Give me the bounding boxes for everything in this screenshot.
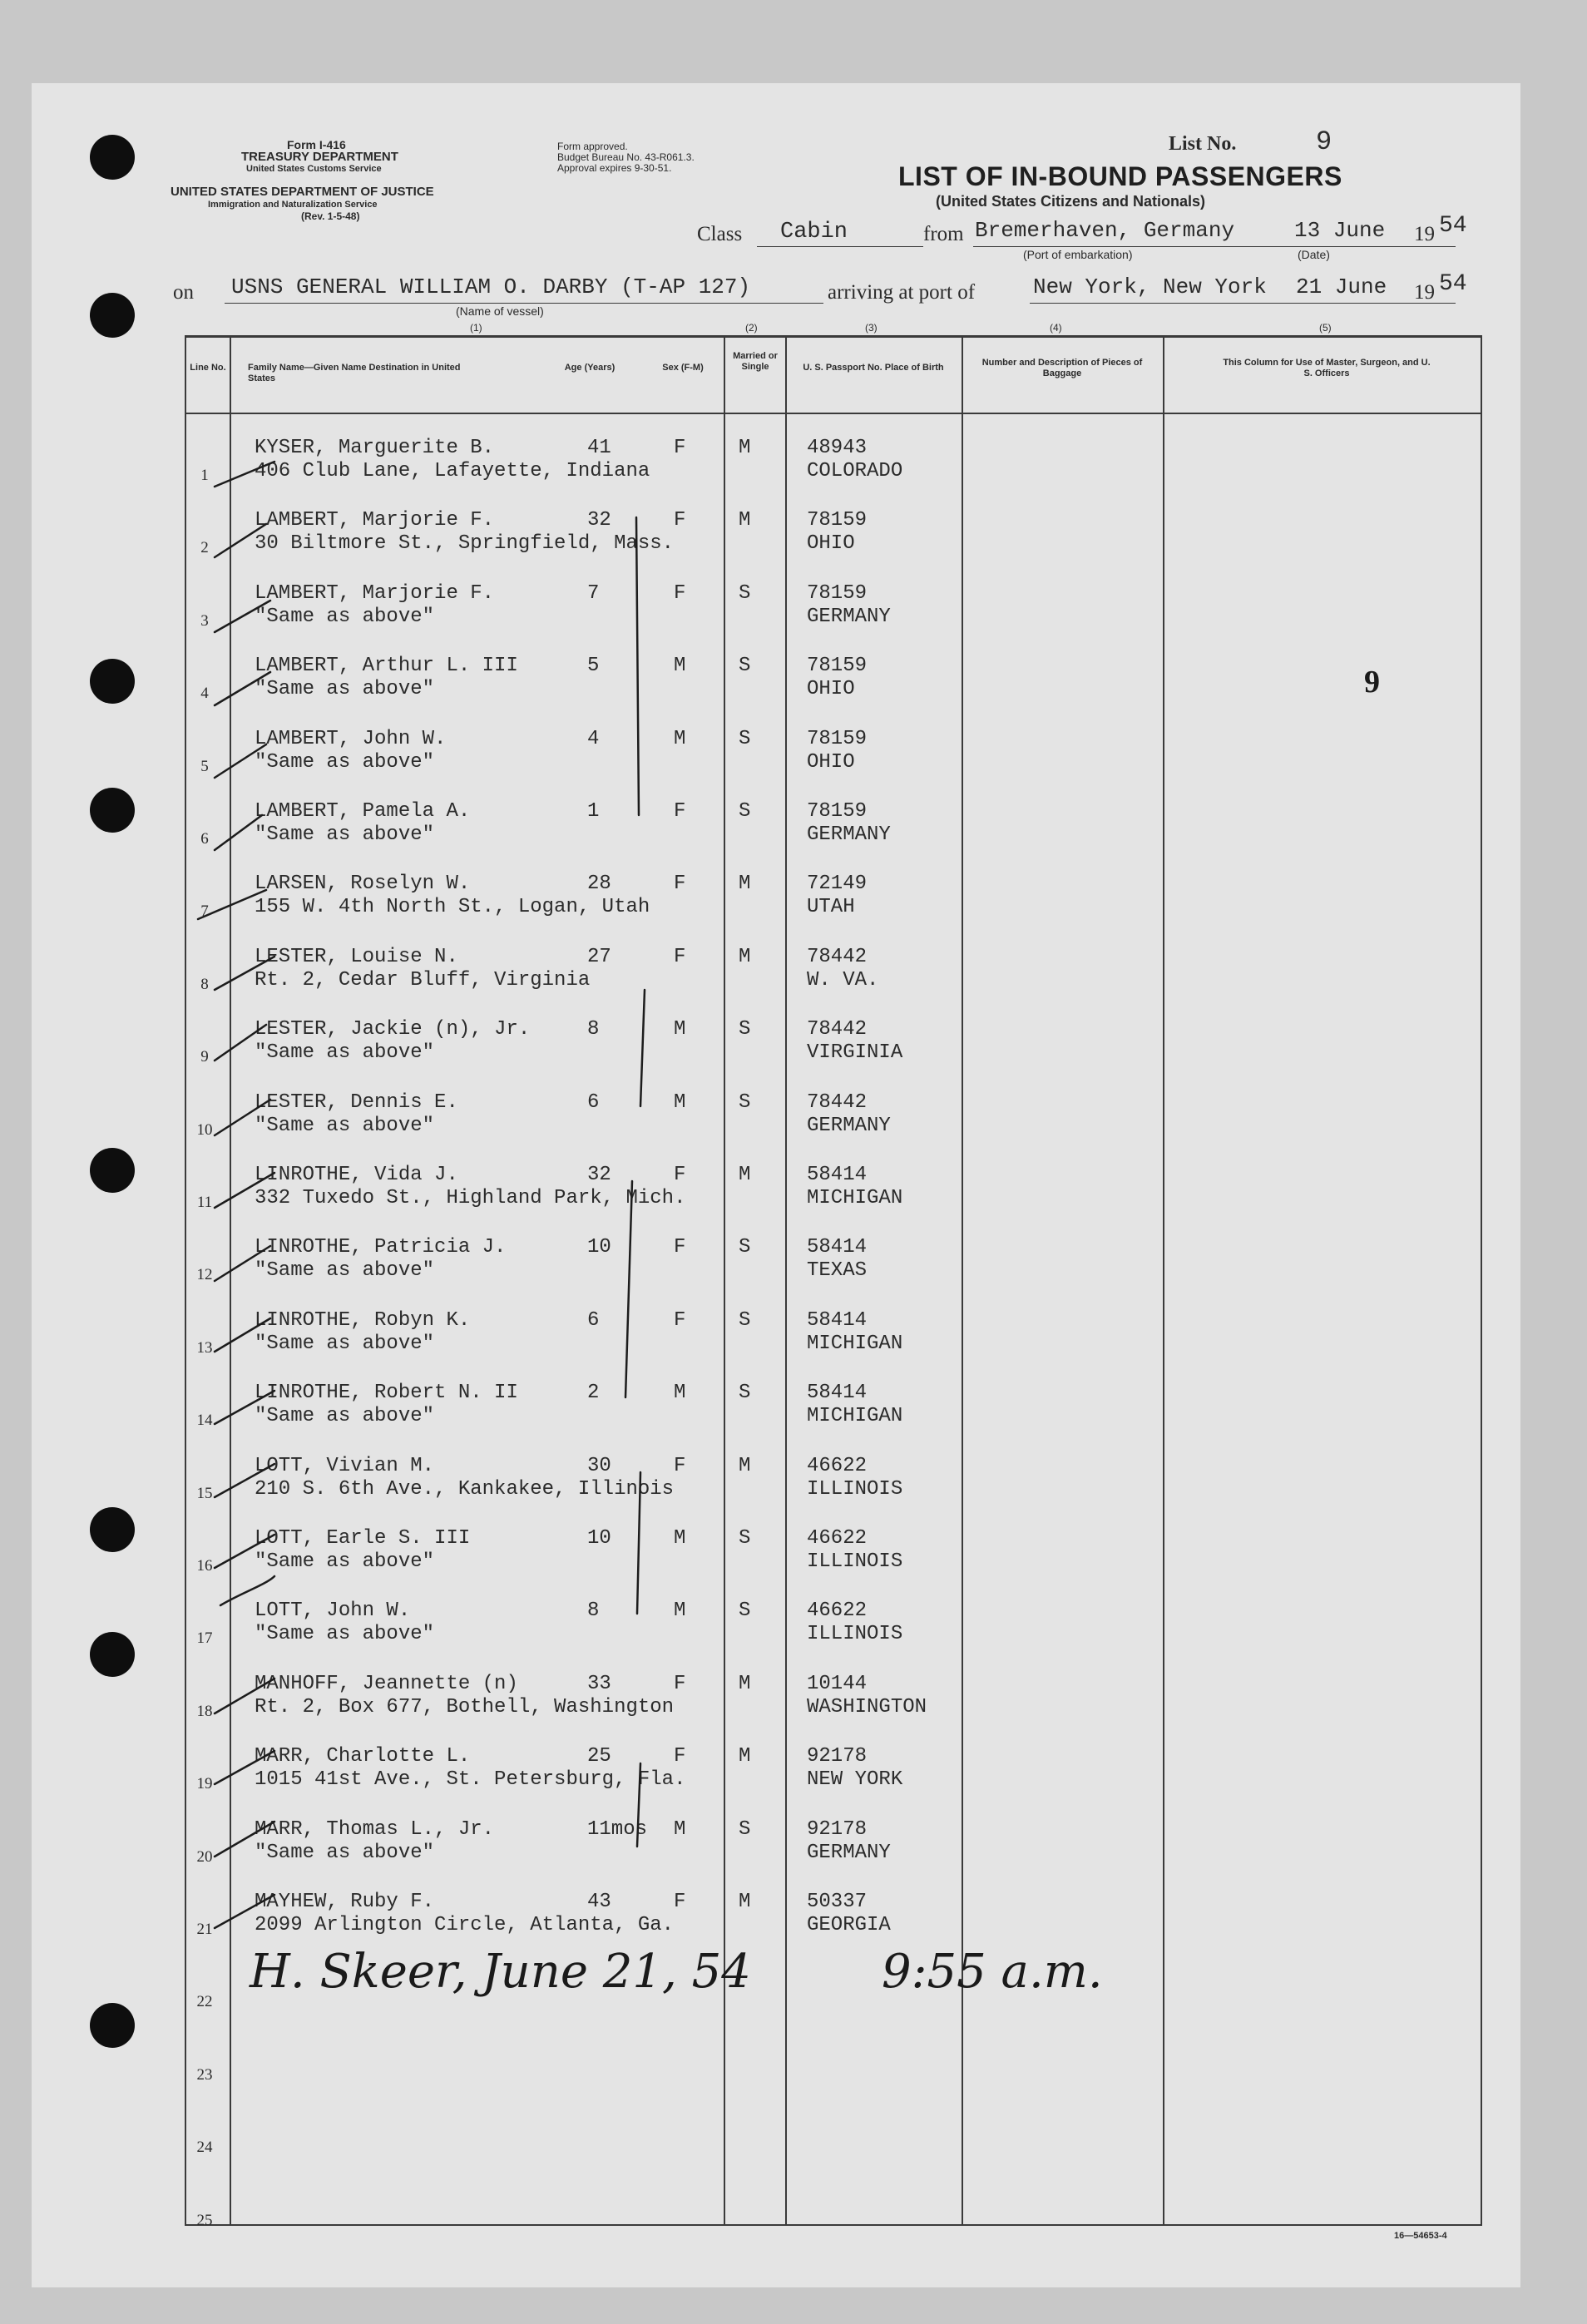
- check-mark: [215, 1173, 274, 1208]
- passenger-age: 4: [587, 728, 600, 750]
- marital-status: M: [739, 437, 751, 459]
- departure-date: 13 June: [1294, 218, 1386, 243]
- passenger-sex: M: [674, 1382, 686, 1404]
- line-number: 19: [196, 1775, 213, 1792]
- passenger-name: MANHOFF, Jeannette (n): [255, 1673, 518, 1695]
- check-mark: [215, 524, 266, 557]
- line-number: 1: [200, 467, 209, 484]
- passenger-sex: M: [674, 655, 686, 677]
- departure-year: 54: [1439, 213, 1467, 239]
- birthplace: GERMANY: [807, 1842, 891, 1864]
- birthplace: COLORADO: [807, 460, 903, 482]
- married-header: Married or Single: [733, 351, 778, 372]
- marital-status: M: [739, 1745, 751, 1768]
- passenger-age: 32: [587, 1164, 611, 1186]
- passenger-address: "Same as above": [255, 606, 435, 628]
- passenger-name: LINROTHE, Patricia J.: [255, 1236, 507, 1258]
- justice-label: UNITED STATES DEPARTMENT OF JUSTICE: [171, 185, 434, 199]
- passport-number: 78159: [807, 728, 868, 750]
- passenger-name: LINROTHE, Robyn K.: [255, 1309, 471, 1332]
- check-mark: [215, 672, 270, 705]
- line-number: 16: [196, 1557, 213, 1575]
- line-number: 3: [200, 612, 209, 630]
- marital-status: M: [739, 509, 751, 532]
- passport-number: 78159: [807, 800, 868, 823]
- passenger-name: MARR, Thomas L., Jr.: [255, 1818, 495, 1841]
- passenger-age: 5: [587, 655, 600, 677]
- passenger-name: LESTER, Dennis E.: [255, 1091, 458, 1114]
- passenger-address: "Same as above": [255, 1115, 435, 1137]
- passenger-name: KYSER, Marguerite B.: [255, 437, 495, 459]
- column-number: (1): [470, 322, 482, 334]
- line-number: 10: [196, 1121, 213, 1139]
- check-mark: [215, 1318, 270, 1352]
- passenger-sex: M: [674, 728, 686, 750]
- passenger-name: MARR, Charlotte L.: [255, 1745, 471, 1768]
- from-label: from: [923, 223, 964, 245]
- passenger-age: 1: [587, 800, 600, 823]
- arrival-date: 21 June: [1296, 274, 1387, 299]
- passenger-sex: M: [674, 1818, 686, 1841]
- check-mark: [198, 890, 266, 919]
- family-bracket: [625, 1181, 632, 1397]
- marital-status: S: [739, 800, 751, 823]
- passenger-address: "Same as above": [255, 1842, 435, 1864]
- passenger-address: "Same as above": [255, 1405, 435, 1427]
- approval-expires-label: Approval expires 9-30-51.: [557, 162, 672, 174]
- passenger-sex: F: [674, 509, 686, 532]
- check-mark: [215, 1535, 274, 1568]
- arrival-port: New York, New York: [1033, 274, 1267, 299]
- passenger-age: 43: [587, 1891, 611, 1913]
- passenger-age: 8: [587, 1018, 600, 1041]
- check-mark: [215, 1822, 274, 1857]
- marital-status: S: [739, 1018, 751, 1041]
- passenger-age: 10: [587, 1527, 611, 1550]
- passenger-sex: F: [674, 1164, 686, 1186]
- list-number-value: 9: [1316, 126, 1332, 157]
- passenger-sex: F: [674, 1891, 686, 1913]
- passport-number: 58414: [807, 1164, 868, 1186]
- birthplace: GERMANY: [807, 606, 891, 628]
- birthplace: W. VA.: [807, 969, 879, 991]
- passenger-address: "Same as above": [255, 1041, 435, 1064]
- passport-number: 46622: [807, 1527, 868, 1550]
- class-label: Class: [697, 223, 743, 245]
- passenger-address: 1015 41st Ave., St. Petersburg, Fla.: [255, 1768, 686, 1791]
- passport-number: 46622: [807, 1600, 868, 1622]
- passenger-age: 30: [587, 1455, 611, 1477]
- line-number: 6: [200, 830, 209, 848]
- line-number: 17: [196, 1629, 213, 1647]
- passport-number: 78159: [807, 655, 868, 677]
- passenger-sex: F: [674, 873, 686, 895]
- passenger-address: "Same as above": [255, 1259, 435, 1282]
- line-number: 24: [196, 2139, 213, 2156]
- birthplace: WASHINGTON: [807, 1696, 927, 1718]
- check-mark: [215, 601, 270, 632]
- passport-number: 48943: [807, 437, 868, 459]
- passenger-address: "Same as above": [255, 823, 435, 846]
- passenger-address: 30 Biltmore St., Springfield, Mass.: [255, 532, 675, 555]
- passenger-address: "Same as above": [255, 1550, 435, 1573]
- budget-bureau-label: Budget Bureau No. 43-R061.3.: [557, 151, 695, 163]
- passport-number: 78159: [807, 509, 868, 532]
- marital-status: S: [739, 728, 751, 750]
- check-mark: [215, 815, 262, 850]
- line-number: 22: [196, 1993, 213, 2010]
- passenger-name: LAMBERT, Arthur L. III: [255, 655, 518, 677]
- column-number: (2): [745, 322, 758, 334]
- birthplace: MICHIGAN: [807, 1405, 903, 1427]
- name-header: Family Name—Given Name Destination in United States: [248, 363, 461, 383]
- family-bracket: [636, 517, 639, 815]
- line-number: 21: [196, 1921, 213, 1938]
- marital-status: S: [739, 1309, 751, 1332]
- passport-number: 50337: [807, 1891, 868, 1913]
- passenger-sex: M: [674, 1091, 686, 1114]
- passport-number: 46622: [807, 1455, 868, 1477]
- check-mark: [215, 1100, 270, 1135]
- line-number: 11: [196, 1194, 213, 1211]
- footer-code: 16—54653-4: [1394, 2231, 1447, 2241]
- marital-status: M: [739, 1673, 751, 1695]
- sex-header: Sex (F-M): [662, 363, 704, 373]
- passenger-address: 332 Tuxedo St., Highland Park, Mich.: [255, 1187, 686, 1209]
- passenger-sex: F: [674, 1236, 686, 1258]
- marital-status: S: [739, 1600, 751, 1622]
- passenger-age: 25: [587, 1745, 611, 1768]
- line-number: 5: [200, 758, 209, 775]
- on-label: on: [173, 281, 194, 304]
- age-header: Age (Years): [564, 363, 616, 373]
- birthplace: VIRGINIA: [807, 1041, 903, 1064]
- passenger-address: "Same as above": [255, 678, 435, 700]
- passenger-age: 8: [587, 1600, 600, 1622]
- birthplace: GERMANY: [807, 823, 891, 846]
- birthplace: MICHIGAN: [807, 1333, 903, 1355]
- passport-number: 78442: [807, 1091, 868, 1114]
- passport-number: 92178: [807, 1745, 868, 1768]
- passenger-name: LINROTHE, Vida J.: [255, 1164, 458, 1186]
- page-subtitle: (United States Citizens and Nationals): [936, 193, 1206, 210]
- passenger-address: Rt. 2, Box 677, Bothell, Washington: [255, 1696, 675, 1718]
- customs-label: United States Customs Service: [246, 164, 382, 174]
- passenger-name: LAMBERT, Marjorie F.: [255, 582, 495, 605]
- passenger-age: 6: [587, 1091, 600, 1114]
- officer-mark: 9: [1364, 665, 1380, 700]
- passenger-age: 11mos: [587, 1818, 648, 1841]
- check-mark: [215, 957, 274, 990]
- line-number: 8: [200, 976, 209, 993]
- check-mark: [215, 1391, 274, 1424]
- form-approved-label: Form approved.: [557, 141, 628, 152]
- marital-status: M: [739, 946, 751, 968]
- line-number: 23: [196, 2066, 213, 2084]
- passenger-name: LARSEN, Roselyn W.: [255, 873, 471, 895]
- passenger-address: Rt. 2, Cedar Bluff, Virginia: [255, 969, 591, 991]
- family-bracket: [640, 990, 645, 1106]
- date-caption: (Date): [1298, 248, 1330, 261]
- line-number: 7: [200, 902, 209, 920]
- check-mark: [215, 1025, 266, 1061]
- check-mark: [220, 1576, 274, 1605]
- passenger-address: "Same as above": [255, 751, 435, 774]
- passport-number: 58414: [807, 1382, 868, 1404]
- passenger-sex: F: [674, 800, 686, 823]
- passenger-name: LAMBERT, Pamela A.: [255, 800, 471, 823]
- passenger-name: LINROTHE, Robert N. II: [255, 1382, 518, 1404]
- birthplace: OHIO: [807, 751, 855, 774]
- class-value: Cabin: [780, 220, 848, 245]
- passenger-name: LOTT, Earle S. III: [255, 1527, 471, 1550]
- passenger-sex: F: [674, 582, 686, 605]
- passenger-address: "Same as above": [255, 1333, 435, 1355]
- marital-status: S: [739, 655, 751, 677]
- passport-number: 92178: [807, 1818, 868, 1841]
- column-number: (3): [865, 322, 878, 334]
- column-number: (5): [1319, 322, 1332, 334]
- line-no-header: Line No.: [190, 363, 226, 373]
- line-number: 25: [196, 2212, 213, 2229]
- passenger-sex: F: [674, 946, 686, 968]
- form-number: Form I-416: [287, 138, 346, 151]
- line-number: 15: [196, 1485, 213, 1502]
- marital-status: M: [739, 1891, 751, 1913]
- passenger-sex: F: [674, 1455, 686, 1477]
- line-number: 4: [200, 685, 209, 702]
- inspector-signature: H. Skeer, June 21, 54: [250, 1945, 751, 1999]
- passport-number: 58414: [807, 1309, 868, 1332]
- arriving-label: arriving at port of: [828, 281, 976, 304]
- embarkation-caption: (Port of embarkation): [1023, 248, 1133, 261]
- line-number: 12: [196, 1266, 213, 1283]
- check-mark: [215, 1464, 274, 1497]
- passenger-address: 210 S. 6th Ave., Kankakee, Illinois: [255, 1478, 675, 1501]
- baggage-header: Number and Description of Pieces of Baggage: [981, 358, 1143, 378]
- family-bracket: [637, 1472, 640, 1614]
- passenger-name: LOTT, John W.: [255, 1600, 411, 1622]
- vessel-name: USNS GENERAL WILLIAM O. DARBY (T-AP 127): [231, 274, 751, 299]
- embarkation-port: Bremerhaven, Germany: [975, 218, 1235, 243]
- check-mark: [215, 1246, 270, 1281]
- marital-status: M: [739, 873, 751, 895]
- passport-number: 72149: [807, 873, 868, 895]
- check-mark: [215, 1679, 274, 1713]
- family-bracket: [637, 1763, 640, 1847]
- line-number: 9: [200, 1048, 209, 1066]
- passenger-name: LAMBERT, Marjorie F.: [255, 509, 495, 532]
- passenger-address: 155 W. 4th North St., Logan, Utah: [255, 896, 650, 918]
- birthplace: TEXAS: [807, 1259, 868, 1282]
- vessel-caption: (Name of vessel): [456, 304, 544, 318]
- passport-number: 10144: [807, 1673, 868, 1695]
- passport-number: 78159: [807, 582, 868, 605]
- birthplace: MICHIGAN: [807, 1187, 903, 1209]
- passenger-sex: M: [674, 1600, 686, 1622]
- revision-label: (Rev. 1-5-48): [301, 210, 360, 222]
- inspection-time: 9:55 a.m.: [882, 1945, 1103, 1999]
- passenger-age: 2: [587, 1382, 600, 1404]
- passenger-age: 32: [587, 509, 611, 532]
- birthplace: UTAH: [807, 896, 855, 918]
- passenger-sex: F: [674, 1309, 686, 1332]
- birthplace: OHIO: [807, 532, 855, 555]
- officers-header: This Column for Use of Master, Surgeon, and U. S. Officers: [1223, 358, 1431, 378]
- birthplace: OHIO: [807, 678, 855, 700]
- birthplace: NEW YORK: [807, 1768, 903, 1791]
- passenger-age: 27: [587, 946, 611, 968]
- marital-status: S: [739, 1091, 751, 1114]
- passport-header: U. S. Passport No. Place of Birth: [803, 363, 944, 373]
- passenger-sex: F: [674, 1745, 686, 1768]
- passenger-age: 33: [587, 1673, 611, 1695]
- passenger-name: LOTT, Vivian M.: [255, 1455, 435, 1477]
- check-mark: [215, 1895, 274, 1928]
- passenger-age: 7: [587, 582, 600, 605]
- marital-status: S: [739, 1236, 751, 1258]
- passport-number: 78442: [807, 946, 868, 968]
- passenger-sex: M: [674, 1527, 686, 1550]
- marital-status: S: [739, 1382, 751, 1404]
- arrival-year-prefix: 19: [1414, 281, 1435, 304]
- passenger-name: LAMBERT, John W.: [255, 728, 447, 750]
- passenger-sex: F: [674, 437, 686, 459]
- departure-year-prefix: 19: [1414, 223, 1435, 245]
- check-mark: [215, 1751, 274, 1784]
- line-number: 20: [196, 1848, 213, 1866]
- marital-status: S: [739, 582, 751, 605]
- passport-number: 78442: [807, 1018, 868, 1041]
- passenger-age: 6: [587, 1309, 600, 1332]
- passenger-age: 10: [587, 1236, 611, 1258]
- treasury-label: TREASURY DEPARTMENT: [241, 150, 398, 164]
- marital-status: M: [739, 1455, 751, 1477]
- line-number: 18: [196, 1703, 213, 1720]
- line-number: 2: [200, 539, 209, 556]
- passenger-age: 28: [587, 873, 611, 895]
- immigration-label: Immigration and Naturalization Service: [208, 200, 378, 210]
- column-number: (4): [1050, 322, 1062, 334]
- birthplace: ILLINOIS: [807, 1623, 903, 1645]
- check-mark: [215, 744, 266, 778]
- passenger-age: 41: [587, 437, 611, 459]
- line-number: 13: [196, 1339, 213, 1357]
- passport-number: 58414: [807, 1236, 868, 1258]
- list-number-label: List No.: [1169, 133, 1237, 155]
- birthplace: GEORGIA: [807, 1914, 891, 1936]
- birthplace: GERMANY: [807, 1115, 891, 1137]
- passenger-address: 406 Club Lane, Lafayette, Indiana: [255, 460, 650, 482]
- passenger-name: MAYHEW, Ruby F.: [255, 1891, 435, 1913]
- check-mark: [215, 462, 274, 487]
- passenger-sex: F: [674, 1673, 686, 1695]
- marital-status: S: [739, 1527, 751, 1550]
- passenger-name: LESTER, Jackie (n), Jr.: [255, 1018, 531, 1041]
- passenger-address: 2099 Arlington Circle, Atlanta, Ga.: [255, 1914, 675, 1936]
- arrival-year: 54: [1439, 271, 1467, 297]
- page-title: LIST OF IN-BOUND PASSENGERS: [898, 161, 1342, 191]
- line-number: 14: [196, 1412, 213, 1429]
- passenger-address: "Same as above": [255, 1623, 435, 1645]
- passenger-sex: M: [674, 1018, 686, 1041]
- birthplace: ILLINOIS: [807, 1478, 903, 1501]
- marital-status: S: [739, 1818, 751, 1841]
- birthplace: ILLINOIS: [807, 1550, 903, 1573]
- passenger-name: LESTER, Louise N.: [255, 946, 458, 968]
- marital-status: M: [739, 1164, 751, 1186]
